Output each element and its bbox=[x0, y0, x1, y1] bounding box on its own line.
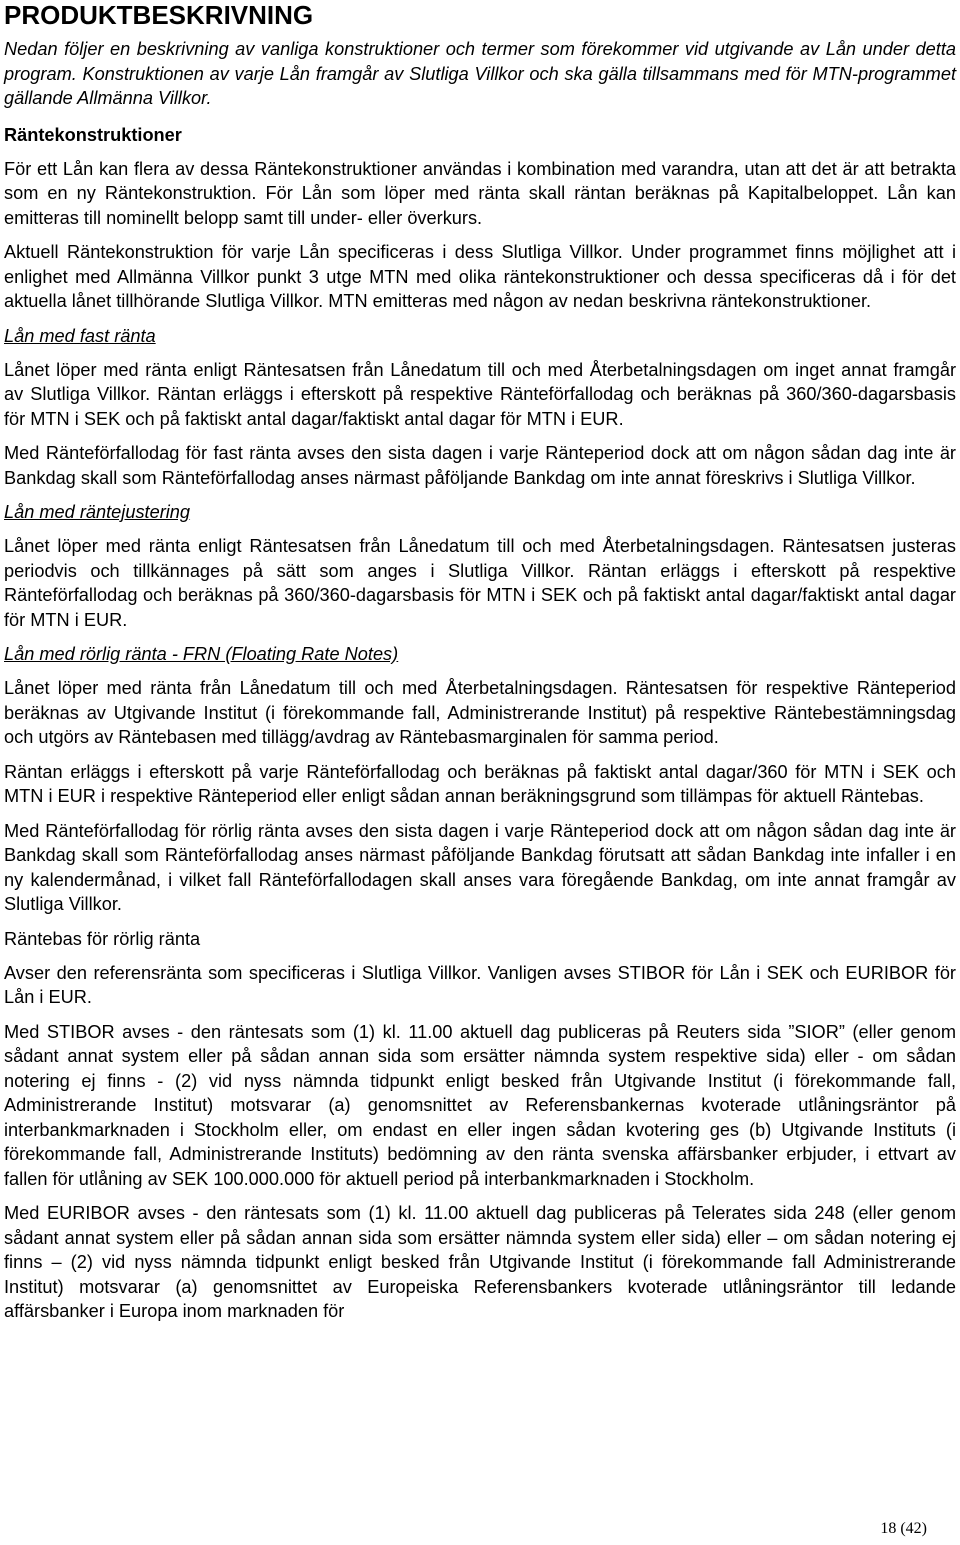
paragraph: Med Ränteförfallodag för fast ränta avses den sista dagen i varje Ränteperiod dock att om någon sådan dag inte är Bankdag skall som Ränteförfallodag anses närmast påföljande Bankdag om inte annat föreskrivs i Slutliga Villkor. bbox=[4, 443, 956, 488]
paragraph: Lånet löper med ränta från Lånedatum till och med Återbetalningsdagen. Räntesatsen för respektive Ränteperiod beräknas av Utgivande Institut (i förekommande fall, Administrerande Institut) på respektive Räntebestämningsdag och utgörs av Räntebasen med tillägg/avdrag av Räntebasmarginalen för samma period. bbox=[4, 678, 956, 747]
paragraph: Lånet löper med ränta enligt Räntesatsen från Lånedatum till och med Återbetalningsdagen. Räntesatsen justeras periodvis och tillkännages på sätt som anges i Slutliga Villkor. Räntan erläggs i efterskott på respektive Ränteförfallodag och beräknas på 360/360-dagarsbasis för MTN i SEK och på faktiskt antal dagar/faktiskt antal dagar för MTN i EUR. bbox=[4, 536, 956, 630]
paragraph: Avser den referensränta som specificeras i Slutliga Villkor. Vanligen avses STIBOR för Lån i SEK och EURIBOR för Lån i EUR. bbox=[4, 962, 956, 1007]
subheading-fast-ranta: Lån med fast ränta bbox=[4, 325, 156, 346]
section-heading-rantekonstruktioner: Räntekonstruktioner bbox=[4, 124, 182, 145]
paragraph: Lånet löper med ränta enligt Räntesatsen från Lånedatum till och med Återbetalningsdagen om inget annat framgår av Slutliga Villkor. Räntan erläggs i efterskott på respektive Ränteförfallodag och beräknas på 360/360-dagarsbasis för MTN i SEK och på faktiskt antal dagar/faktiskt antal dagar för MTN i EUR. bbox=[4, 359, 956, 429]
paragraph: Räntan erläggs i efterskott på varje Ränteförfallodag och beräknas på faktiskt antal dagar/360 för MTN i SEK och MTN i EUR i respektive Ränteperiod eller enligt sådan annan beräkningsgrund som tillämpas för aktuell Räntebas. bbox=[4, 761, 956, 806]
intro-paragraph: Nedan följer en beskrivning av vanliga konstruktioner och termer som förekommer vid utgivande av Lån under detta program. Konstruktionen av varje Lån framgår av Slutliga Villkor och ska gälla tillsammans med för MTN-programmet gällande Allmänna Villkor. bbox=[4, 39, 956, 108]
paragraph: Med Ränteförfallodag för rörlig ränta avses den sista dagen i varje Ränteperiod dock att om någon sådan dag inte är Bankdag skall som Ränteförfallodag anses närmast påföljande Bankdag förutsatt att sådan Bankdag inte infaller i en ny kalendermånad, i vilket fall Ränteförfallodagen skall anses vara föregående Bankdag, om inte annat framgår av Slutliga Villkor. bbox=[4, 820, 956, 914]
subheading-rantebas: Räntebas för rörlig ränta bbox=[4, 928, 201, 949]
subheading-rantejustering: Lån med räntejustering bbox=[4, 502, 191, 522]
paragraph: Med STIBOR avses - den räntesats som (1) kl. 11.00 aktuell dag publiceras på Reuters sida ”SIOR” (eller genom sådant annat system eller på sådan annan sida som ersätter nämnda system respektive sida) eller - om sådan notering ej finns - (2) vid nyss nämnda tidpunkt enligt besked från Utgivande Institut (i förekommande fall, Administrerande Institut) motsvarar (a) genomsnittet av Referensbankernas kvoterade utlåningsräntor på interbankmarknaden i Stockholm eller, om endast en eller ingen sådan kvotering ges (b) Utgivande Instituts (i förekommande fall, Administrerande Instituts) bedömning av den ränta svenska affärsbanker erbjuder, i ettvart av fallen för utlåning av SEK 100.000.000 för aktuell period på interbankmarknaden i Stockholm. bbox=[4, 1021, 956, 1189]
page-title: PRODUKTBESKRIVNING bbox=[4, 0, 314, 30]
paragraph: Aktuell Räntekonstruktion för varje Lån specificeras i dess Slutliga Villkor. Under programmet finns möjlighet att i enlighet med Allmänna Villkor punkt 3 utge MTN med olika räntekonstruktioner och dessa specificeras då i för det aktuella lånet tillhörande Slutliga Villkor. MTN emitteras med någon av nedan beskrivna räntekonstruktioner. bbox=[4, 242, 956, 311]
page-number: 18 (42) bbox=[880, 1520, 927, 1537]
paragraph: För ett Lån kan flera av dessa Räntekonstruktioner användas i kombination med varandra, utan att det är att betrakta som en ny Räntekonstruktion. För Lån som löper med ränta skall räntan beräknas på Kapitalbeloppet. Lån kan emitteras till nominellt belopp samt till under- eller överkurs. bbox=[4, 158, 956, 228]
paragraph: Med EURIBOR avses - den räntesats som (1) kl. 11.00 aktuell dag publiceras på Telerates sida 248 (eller genom sådant annat system eller på sådan annan sida som ersätter nämnda system eller sida) eller – om sådan notering ej finns – (2) vid nyss nämnda tidpunkt enligt besked från Utgivande Institut (i förekommande fall Administrerande Institut) motsvarar (a) genomsnittet av Europeiska Referensbankers kvoterade utlåningsräntor till ledande affärsbanker i Europa inom marknaden för bbox=[4, 1203, 956, 1321]
subheading-rorlig-ranta-frn: Lån med rörlig ränta - FRN (Floating Rate Notes) bbox=[4, 644, 399, 664]
